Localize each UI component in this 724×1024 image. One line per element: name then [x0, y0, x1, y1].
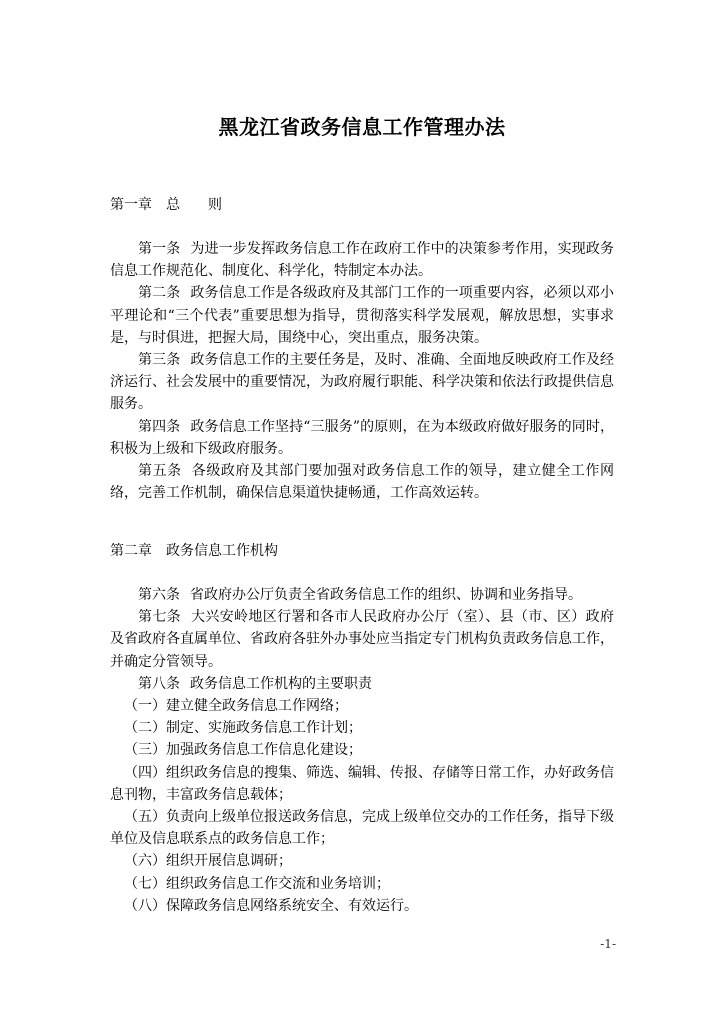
chapter-heading-2	[110, 541, 278, 561]
article-label: 第六条	[138, 587, 180, 603]
chapter-title: 总则	[166, 197, 250, 213]
article-5	[110, 460, 614, 504]
article-text: 为进一步发挥政务信息工作在政府工作中的决策参考作用，实现政务信息工作规范化、制度化、科学化，特制定本办法。	[110, 241, 614, 280]
list-item: （四）组织政务信息的搜集、筛选、编辑、传报、存储等日常工作，办好政务信息刊物，丰富政务信息载体；	[110, 764, 614, 803]
article-text: 大兴安岭地区行署和各市人民政府办公厅（室）、县（市、区）政府及省政府各直属单位、省政府各驻外办事处应当指定专门机构负责政务信息工作，并确定分管领导。	[110, 609, 614, 670]
article-label: 第四条	[138, 418, 181, 435]
article-label: 第八条	[138, 675, 180, 692]
list-item: （一）建立健全政务信息工作网络；	[124, 698, 348, 715]
article-text: 省政府办公厅负责全省政务信息工作的组织、协调和业务指导。	[190, 587, 582, 603]
article-text: 政务信息工作是各级政府及其部门工作的一项重要内容，必须以邓小平理论和“三个代表”重要思想为指导，贯彻落实科学发展观，解放思想，实事求是，与时俱进，把握大局，围绕中心，突出重点，服务决策。	[110, 285, 614, 346]
list-item: （八）保障政务信息网络系统安全、有效运行。	[124, 897, 418, 914]
page-number: -1-	[600, 937, 616, 951]
list-item: （六）组织开展信息调研；	[124, 853, 292, 870]
article-label: 第五条	[138, 463, 182, 480]
chapter-number: 第一章	[110, 197, 152, 213]
article-label: 第三条	[138, 352, 181, 369]
article-4	[110, 416, 614, 460]
list-item: （二）制定、实施政务信息工作计划；	[124, 720, 362, 737]
article-text: 政务信息工作坚持“三服务”的原则，在为本级政府做好服务的同时，积极为上级和下级政府服务。	[110, 418, 614, 457]
article-label: 第二条	[138, 285, 181, 302]
list-item: （三）加强政务信息工作信息化建设；	[124, 742, 362, 759]
article-text: 政务信息工作的主要任务是，及时、准确、全面地反映政府工作及经济运行、社会发展中的重要情况，为政府履行职能、科学决策和依法行政提供信息服务。	[110, 352, 614, 413]
chapter-number: 第二章	[110, 543, 152, 559]
article-label: 第一条	[138, 241, 181, 257]
chapter-2-body	[110, 584, 614, 917]
article-3	[110, 349, 614, 416]
article-label: 第七条	[138, 609, 182, 626]
chapter-title: 政务信息工作机构	[166, 543, 278, 559]
article-8	[110, 673, 614, 695]
article-text: 政务信息工作机构的主要职责	[190, 675, 372, 692]
article-6	[110, 584, 614, 606]
document-title: 黑龙江省政务信息工作管理办法	[218, 115, 506, 139]
article-2	[110, 282, 614, 349]
list-item: （五）负责向上级单位报送政务信息，完成上级单位交办的工作任务，指导下级单位及信息联系点的政务信息工作；	[110, 809, 614, 848]
article-7	[110, 606, 614, 673]
list-item: （七）组织政务信息工作交流和业务培训；	[124, 875, 390, 892]
chapter-heading-1	[110, 195, 250, 215]
article-text: 各级政府及其部门要加强对政务信息工作的领导，建立健全工作网络，完善工作机制，确保信息渠道快捷畅通，工作高效运转。	[110, 463, 615, 502]
chapter-1-body	[110, 238, 614, 504]
article-1	[110, 238, 614, 282]
